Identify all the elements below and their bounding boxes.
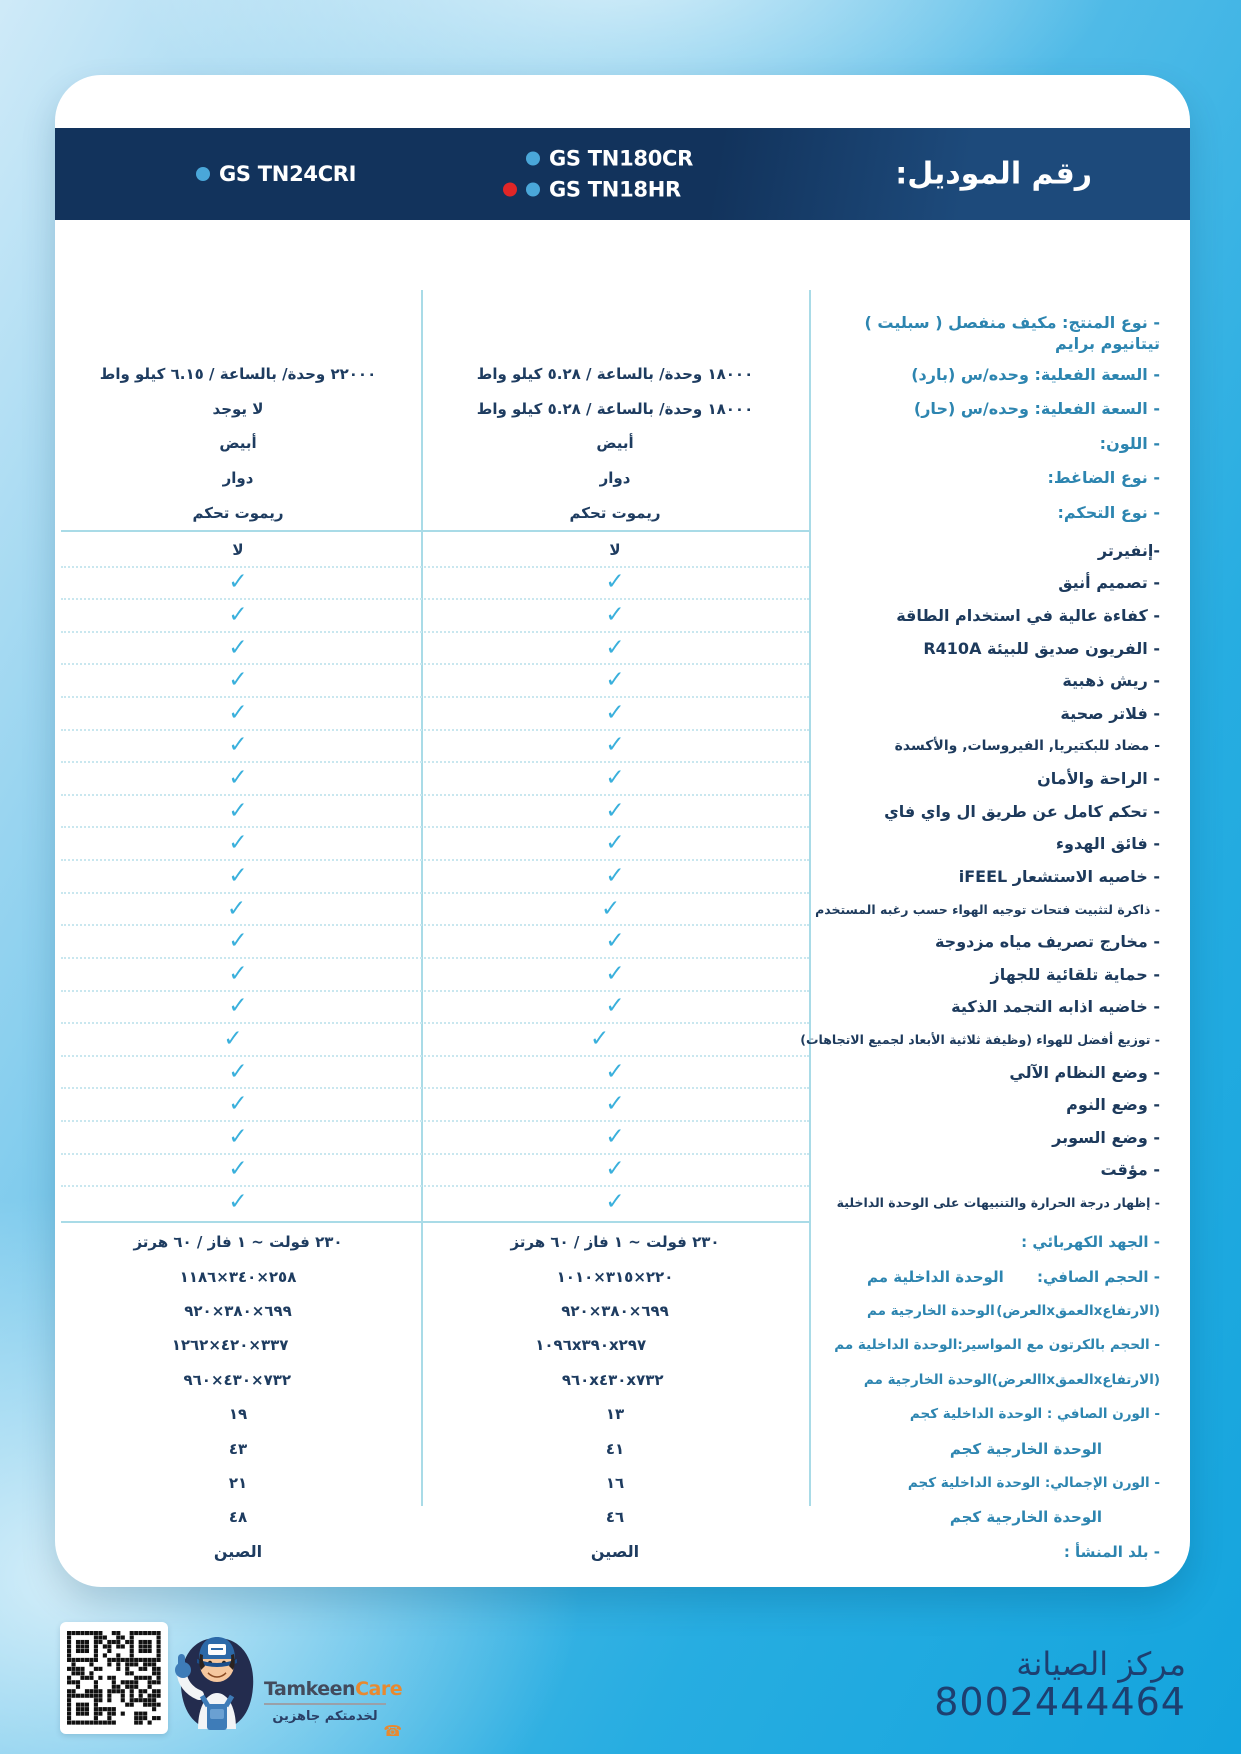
value-gs-tn18-checkmark-icon: ✓ xyxy=(605,960,625,987)
feature-label: -إنفيرتر xyxy=(1097,540,1160,560)
feature-row xyxy=(55,762,1190,795)
value-gs-tn18-checkmark-icon: ✓ xyxy=(605,797,625,824)
value-gs-tn24cri-checkmark-icon: ✓ xyxy=(228,862,248,889)
feature-row xyxy=(55,958,1190,991)
spec-label-main: الوحدة الخارجية كجم xyxy=(949,1508,1102,1527)
value-gs-tn24cri-checkmark-icon: ✓ xyxy=(228,830,248,857)
feature-label: - حماية تلقائية للجهاز xyxy=(990,964,1160,984)
value-gs-tn24cri: لا يوجد xyxy=(212,399,264,418)
spec-row xyxy=(55,495,1190,530)
spec-label-main: (الارتفاعxالعمقxالعرض) xyxy=(996,1302,1160,1319)
value-gs-tn18-checkmark-icon: ✓ xyxy=(605,732,625,759)
value-gs-tn18: دوار xyxy=(599,469,631,488)
value-gs-tn24cri-checkmark-icon: ✓ xyxy=(228,1156,248,1183)
model-gs-tn24cri xyxy=(196,162,356,186)
feature-label: - خاصيه الاستشعار iFEEL xyxy=(958,866,1160,886)
value-gs-tn18: ١٨٠٠٠ وحدة/ بالساعة / ٥.٢٨ كيلو واط xyxy=(476,399,754,418)
model-label: GS TN24CRI xyxy=(219,162,357,186)
dimension-spec-rows xyxy=(55,1225,1190,1569)
phone-icon: ☎ xyxy=(383,1722,402,1740)
value-gs-tn24cri: ٢٣٠ فولت ~ ١ فاز / ٦٠ هرتز xyxy=(133,1233,343,1252)
value-gs-tn24cri: ٧٣٢×٤٣٠×٩٦٠ xyxy=(183,1370,292,1389)
section-divider xyxy=(61,1221,809,1223)
feature-row xyxy=(55,664,1190,697)
spec-label-main: الوحدة الخارجية كجم xyxy=(949,1439,1102,1458)
model-gs-tn180cr xyxy=(503,147,693,171)
feature-row xyxy=(55,632,1190,665)
service-center-label: مركز الصيانة xyxy=(1016,1645,1186,1683)
value-gs-tn18-checkmark-icon: ✓ xyxy=(600,895,621,922)
spec-label-main: - الحجم الصافي: xyxy=(1036,1267,1160,1286)
value-gs-tn24cri-checkmark-icon: ✓ xyxy=(228,602,248,629)
spec-row xyxy=(55,1431,1190,1465)
value-gs-tn24cri-checkmark-icon: ✓ xyxy=(228,765,248,792)
feature-row xyxy=(55,730,1190,763)
spec-label xyxy=(809,1508,1190,1526)
feature-row xyxy=(55,1023,1190,1056)
value-gs-tn18-checkmark-icon: ✓ xyxy=(605,928,625,955)
spec-label-main: - الجهد الكهربائي : xyxy=(1021,1233,1160,1252)
feature-row xyxy=(55,860,1190,893)
value-gs-tn24cri-checkmark-icon: ✓ xyxy=(228,1058,248,1085)
brand-name-part2: Care xyxy=(355,1678,403,1700)
value-gs-tn24cri-checkmark-icon: ✓ xyxy=(228,928,248,955)
spec-row xyxy=(55,1500,1190,1534)
value-gs-tn18: ١٠٩٦x٣٩٠x٢٩٧ xyxy=(535,1336,647,1355)
feature-label: - وضع النظام الآلي xyxy=(1009,1062,1160,1082)
spec-row xyxy=(55,1397,1190,1431)
spec-label-sub: الوحدة الداخلية مم xyxy=(834,1337,958,1354)
mascot-technician-illustration xyxy=(170,1616,264,1738)
value-gs-tn18: ١٣ xyxy=(605,1405,625,1424)
feature-row xyxy=(55,991,1190,1024)
blue-dot-icon xyxy=(526,183,540,197)
spec-label-sub: الوحدة الخارجية مم xyxy=(863,1371,992,1388)
value-gs-tn24cri: ريموت تحكم xyxy=(192,503,284,522)
value-gs-tn18-checkmark-icon: ✓ xyxy=(605,1188,625,1215)
spec-label xyxy=(776,1337,1190,1353)
qr-code-pattern xyxy=(67,1631,161,1725)
spec-row xyxy=(55,1259,1190,1293)
spec-row xyxy=(55,1535,1190,1569)
value-gs-tn24cri-checkmark-icon: ✓ xyxy=(223,1025,243,1052)
value-gs-tn24cri: الصين xyxy=(213,1542,263,1562)
value-gs-tn18-checkmark-icon: ✓ xyxy=(605,830,625,857)
feature-label: - الفريون صديق للبيئة R410A xyxy=(923,638,1160,658)
value-gs-tn18-checkmark-icon: ✓ xyxy=(589,1025,610,1052)
general-spec-rows xyxy=(55,281,1190,530)
value-gs-tn18: ١٨٠٠٠ وحدة/ بالساعة / ٥.٢٨ كيلو واط xyxy=(476,365,754,384)
value-gs-tn24cri: ٣٣٧×٤٢٠×١٢٦٢ xyxy=(171,1336,289,1355)
spec-label xyxy=(809,1268,1190,1286)
spec-label: - السعة الفعلية: وحده/س (حار) xyxy=(913,399,1160,419)
value-gs-tn24cri: أبيض xyxy=(219,434,257,453)
spec-label xyxy=(806,1372,1190,1388)
feature-row xyxy=(55,893,1190,926)
feature-label: - تصميم أنيق xyxy=(1058,573,1160,593)
feature-label: - كفاءة عالية في استخدام الطاقة xyxy=(896,606,1160,626)
service-center-block xyxy=(934,1646,1186,1723)
feature-label: - ريش ذهبية xyxy=(1062,671,1160,691)
brand-tagline: لخدمتكم جاهزين xyxy=(272,1709,378,1724)
blue-dot-icon xyxy=(196,167,210,181)
spec-row xyxy=(55,281,1190,357)
feature-row xyxy=(55,1121,1190,1154)
feature-label: - توزيع أفضل للهواء (وظيفة ثلاثية الأبعاد لجميع الاتجاهات) xyxy=(800,1031,1160,1047)
value-gs-tn24cri: دوار xyxy=(222,469,254,488)
spec-label-main: - بلد المنشأ : xyxy=(1063,1542,1160,1561)
feature-row xyxy=(55,599,1190,632)
spec-label-main: (الارتفاعxالعمقxاالعرض) xyxy=(991,1371,1160,1388)
feature-label: - الراحة والأمان xyxy=(1037,769,1160,789)
value-gs-tn24cri: ٦٩٩×٣٨٠×٩٢٠ xyxy=(184,1301,292,1320)
value-gs-tn18-checkmark-icon: ✓ xyxy=(605,1091,625,1118)
brand-name-part1: Tamkeen xyxy=(264,1678,356,1700)
value-gs-tn18: الصين xyxy=(590,1542,640,1562)
feature-label: - فلاتر صحية xyxy=(1060,703,1160,723)
blue-dot-icon xyxy=(526,152,540,166)
feature-label: - ذاكرة لتثبيت فتحات توجيه الهواء حسب رغبه المستخدم xyxy=(815,901,1160,917)
spec-row xyxy=(55,1225,1190,1259)
feature-label: - فائق الهدوء xyxy=(1055,834,1160,854)
feature-label: - مخارج تصريف مياه مزدوجة xyxy=(934,932,1160,952)
spec-label-main: - الحجم بالكرتون مع المواسير: xyxy=(957,1337,1160,1354)
value-gs-tn24cri-checkmark-icon: ✓ xyxy=(228,569,248,596)
spec-label-main: - الورن الإجمالي: الوحدة الداخلية كجم xyxy=(907,1474,1160,1491)
feature-label: - مضاد للبكتيريا, الفيروسات, والأكسدة xyxy=(894,737,1160,754)
feature-row xyxy=(55,1088,1190,1121)
brand-name xyxy=(264,1678,403,1700)
header-band xyxy=(55,128,1190,220)
value-gs-tn24cri: ١٩ xyxy=(228,1405,248,1424)
spec-label: - السعة الفعلية: وحده/س (بارد) xyxy=(911,364,1160,384)
spec-label xyxy=(809,1543,1190,1561)
spec-label: - نوع التحكم: xyxy=(1057,502,1160,522)
value-gs-tn24cri: ٢٥٨×٣٤٠×١١٨٦ xyxy=(179,1267,297,1286)
value-gs-tn24cri-checkmark-icon: ✓ xyxy=(228,634,248,661)
spec-label xyxy=(809,1303,1190,1319)
value-gs-tn18-checkmark-icon: ✓ xyxy=(605,1156,625,1183)
value-gs-tn18-checkmark-icon: ✓ xyxy=(605,634,625,661)
value-gs-tn18: ٦٩٩×٣٨٠×٩٢٠ xyxy=(561,1301,669,1320)
feature-row xyxy=(55,534,1190,567)
spec-row xyxy=(55,1328,1190,1362)
value-gs-tn18: أبيض xyxy=(596,434,634,453)
spec-label: - نوع الضاغط: xyxy=(1047,468,1160,488)
qr-code xyxy=(60,1622,168,1734)
feature-label: - مؤقت xyxy=(1100,1160,1160,1180)
spec-row xyxy=(55,1363,1190,1397)
spec-row xyxy=(55,1294,1190,1328)
value-gs-tn24cri-checkmark-icon: ✓ xyxy=(228,797,248,824)
value-gs-tn18-checkmark-icon: ✓ xyxy=(605,765,625,792)
value-gs-tn24cri: ٢٢٠٠٠ وحدة/ بالساعة / ٦.١٥ كيلو واط xyxy=(99,365,377,384)
value-gs-tn18: لا xyxy=(609,541,621,560)
spec-row xyxy=(55,392,1190,427)
value-gs-tn24cri-checkmark-icon: ✓ xyxy=(228,699,248,726)
spec-label xyxy=(809,1440,1190,1458)
value-gs-tn24cri-checkmark-icon: ✓ xyxy=(226,895,247,922)
brand-logo xyxy=(264,1678,403,1740)
feature-row xyxy=(55,827,1190,860)
feature-row xyxy=(55,795,1190,828)
value-gs-tn18: ١٦ xyxy=(605,1473,625,1492)
model-label: GS TN18HR xyxy=(549,177,681,202)
value-gs-tn24cri-checkmark-icon: ✓ xyxy=(228,732,248,759)
value-gs-tn18-checkmark-icon: ✓ xyxy=(605,1058,625,1085)
value-gs-tn18: ٩٦٠x٤٣٠x٧٣٢ xyxy=(561,1370,664,1389)
service-center-phone: 8002444464 xyxy=(934,1679,1186,1724)
feature-label: - وضع النوم xyxy=(1066,1095,1160,1115)
model-list xyxy=(503,147,693,202)
brand-divider xyxy=(264,1703,386,1705)
value-gs-tn18: ريموت تحكم xyxy=(569,503,661,522)
value-gs-tn24cri-checkmark-icon: ✓ xyxy=(228,667,248,694)
red-dot-icon xyxy=(503,183,517,197)
feature-label: - وضع السوبر xyxy=(1052,1127,1160,1147)
spec-row xyxy=(55,1466,1190,1500)
value-gs-tn24cri: ٤٨ xyxy=(228,1508,248,1527)
spec-label-sub: الوحدة الداخلية مم xyxy=(867,1267,1004,1286)
feature-label: - خاضيه اذابه التجمد الذكية xyxy=(951,997,1160,1017)
value-gs-tn24cri: لا xyxy=(232,541,244,560)
feature-row xyxy=(55,567,1190,600)
value-gs-tn18-checkmark-icon: ✓ xyxy=(605,993,625,1020)
value-gs-tn18-checkmark-icon: ✓ xyxy=(605,602,625,629)
spec-row xyxy=(55,426,1190,461)
feature-row xyxy=(55,1154,1190,1187)
section-divider xyxy=(61,530,809,532)
value-gs-tn24cri: ٢١ xyxy=(228,1473,248,1492)
spec-label-main: - الورن الصافي : الوحدة الداخلية كجم xyxy=(909,1406,1160,1423)
feature-label: - إظهار درجة الحرارة والتنبيهات على الوحدة الداخلية xyxy=(836,1194,1160,1210)
feature-label: - تحكم كامل عن طريق ال واي فاي xyxy=(884,801,1160,821)
value-gs-tn18-checkmark-icon: ✓ xyxy=(605,667,625,694)
value-gs-tn18-checkmark-icon: ✓ xyxy=(605,699,625,726)
spec-row xyxy=(55,357,1190,392)
spec-label xyxy=(809,1475,1190,1491)
value-gs-tn18: ٢٣٠ فولت ~ ١ فاز / ٦٠ هرتز xyxy=(510,1233,720,1252)
feature-row xyxy=(55,1056,1190,1089)
spec-label xyxy=(809,1233,1190,1251)
model-label: GS TN180CR xyxy=(549,146,693,171)
spec-label: - اللون: xyxy=(1099,433,1160,453)
spec-row xyxy=(55,461,1190,496)
spec-label: - نوع المنتج: مكيف منفصل ( سبليت ) تيتانيوم برايم xyxy=(864,312,1160,354)
feature-row xyxy=(55,697,1190,730)
value-gs-tn24cri-checkmark-icon: ✓ xyxy=(228,993,248,1020)
feature-rows xyxy=(55,534,1190,1219)
model-number-title: رقم الموديل: xyxy=(895,156,1092,192)
value-gs-tn18: ٤١ xyxy=(605,1439,625,1458)
feature-row xyxy=(55,1186,1190,1219)
value-gs-tn24cri-checkmark-icon: ✓ xyxy=(228,1091,248,1118)
value-gs-tn18: ٤٦ xyxy=(605,1508,625,1527)
value-gs-tn24cri-checkmark-icon: ✓ xyxy=(228,1188,248,1215)
value-gs-tn24cri-checkmark-icon: ✓ xyxy=(228,1123,248,1150)
value-gs-tn18: ٢٢٠×٣١٥×١٠١٠ xyxy=(556,1267,674,1286)
value-gs-tn24cri-checkmark-icon: ✓ xyxy=(228,960,248,987)
value-gs-tn18-checkmark-icon: ✓ xyxy=(605,569,625,596)
value-gs-tn24cri: ٤٣ xyxy=(228,1439,248,1458)
spec-label-sub: الوحدة الخارجية مم xyxy=(867,1302,995,1319)
feature-row xyxy=(55,925,1190,958)
value-gs-tn18-checkmark-icon: ✓ xyxy=(605,1123,625,1150)
spec-label xyxy=(809,1406,1190,1422)
model-gs-tn18hr xyxy=(503,178,693,202)
spec-card xyxy=(55,75,1190,1587)
value-gs-tn18-checkmark-icon: ✓ xyxy=(605,862,625,889)
